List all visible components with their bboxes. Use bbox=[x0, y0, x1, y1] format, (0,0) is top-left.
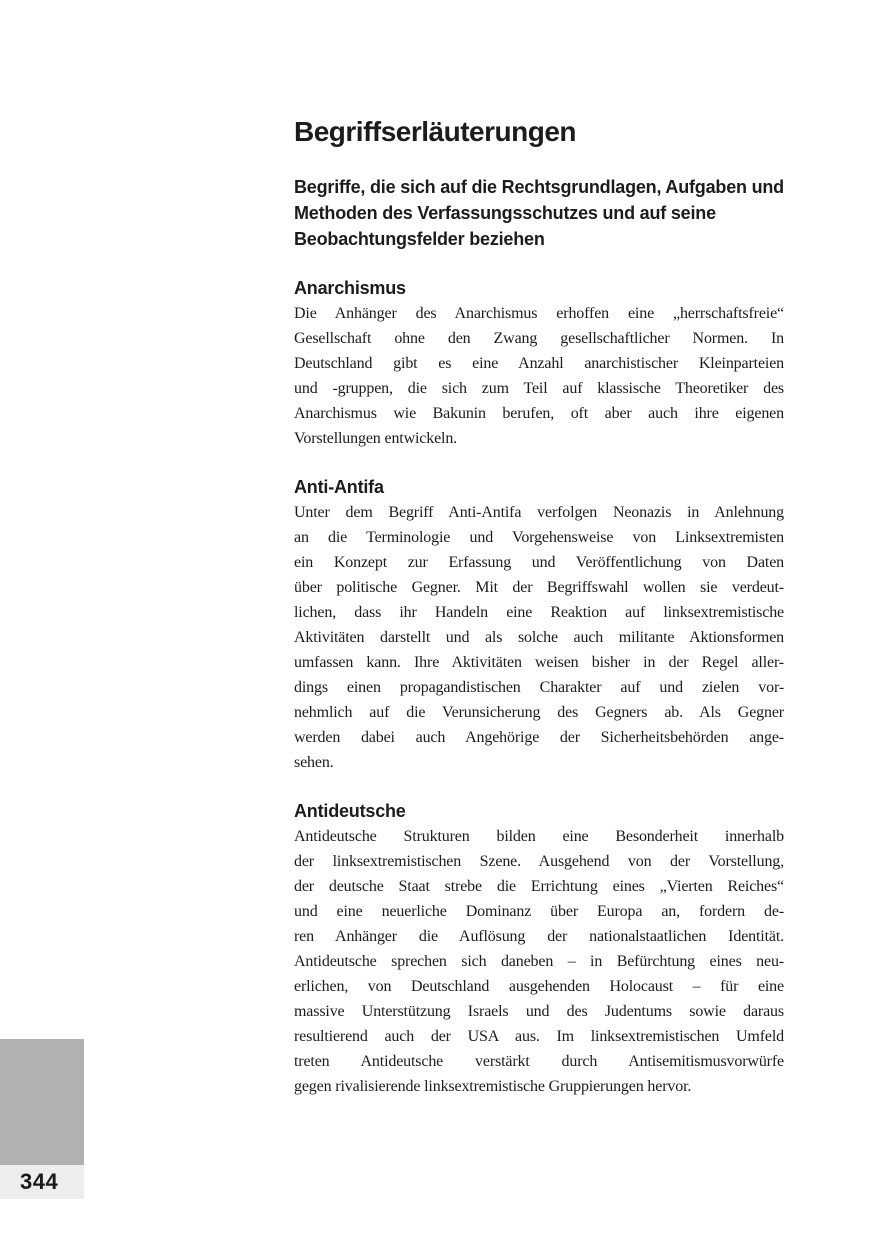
body-text-line: an die Terminologie und Vorgehensweise von Linksextremisten bbox=[294, 529, 784, 546]
intro-line: Beobachtungsfelder beziehen bbox=[294, 229, 545, 249]
page-title: Begriffserläuterungen bbox=[294, 116, 576, 147]
body-text-line: gegen rivalisierende linksextremistische Gruppierungen hervor. bbox=[294, 1078, 692, 1095]
body-text-line: Antideutsche Strukturen bilden eine Besonderheit innerhalb bbox=[294, 828, 784, 845]
body-text-line: Gesellschaft ohne den Zwang gesellschaftlicher Normen. In bbox=[294, 330, 784, 347]
intro-line: Methoden des Verfassungsschutzes und auf seine bbox=[294, 203, 716, 223]
body-text-line: ein Konzept zur Erfassung und Veröffentlichung von Daten bbox=[294, 554, 784, 571]
text-column bbox=[294, 116, 784, 1099]
glossary-section bbox=[294, 276, 784, 451]
body-text-line: nehmlich auf die Verunsicherung des Gegners ab. Als Gegner bbox=[294, 704, 784, 721]
body-text-line: ren Anhänger die Auflösung der nationalstaatlichen Identität. bbox=[294, 928, 784, 945]
body-text-line: sehen. bbox=[294, 754, 334, 771]
section-heading: Anarchismus bbox=[294, 278, 406, 298]
body-text-line: umfassen kann. Ihre Aktivitäten weisen bisher in der Regel aller- bbox=[294, 654, 784, 671]
body-text-line: und eine neuerliche Dominanz über Europa an, fordern de- bbox=[294, 903, 784, 920]
body-text-line: über politische Gegner. Mit der Begriffswahl wollen sie verdeut- bbox=[294, 579, 784, 596]
intro-paragraph bbox=[294, 174, 784, 252]
body-text-line: Deutschland gibt es eine Anzahl anarchistischer Kleinparteien bbox=[294, 355, 784, 372]
page-number-strip bbox=[0, 1165, 84, 1199]
body-text-line: massive Unterstützung Israels und des Judentums sowie daraus bbox=[294, 1003, 784, 1020]
body-text-line: resultierend auch der USA aus. Im linksextremistischen Umfeld bbox=[294, 1028, 784, 1045]
body-text-line: lichen, dass ihr Handeln eine Reaktion auf linksextremistische bbox=[294, 604, 784, 621]
body-text-line: dings einen propagandistischen Charakter auf und zielen vor- bbox=[294, 679, 784, 696]
body-text-line: Aktivitäten darstellt und als solche auch militante Aktionsformen bbox=[294, 629, 784, 646]
body-text-line: der linksextremistischen Szene. Ausgehend von der Vorstellung, bbox=[294, 853, 784, 870]
page-number: 344 bbox=[20, 1169, 59, 1194]
body-text-line: Unter dem Begriff Anti-Antifa verfolgen Neonazis in Anlehnung bbox=[294, 504, 784, 521]
body-text-line: treten Antideutsche verstärkt durch Antisemitismusvorwürfe bbox=[294, 1053, 784, 1070]
margin-gray-block bbox=[0, 1039, 84, 1165]
body-text-line: erlichen, von Deutschland ausgehenden Holocaust – für eine bbox=[294, 978, 784, 995]
glossary-section bbox=[294, 475, 784, 775]
body-text-line: Vorstellungen entwickeln. bbox=[294, 430, 458, 447]
body-text-line: der deutsche Staat strebe die Errichtung eines „Vierten Reiches“ bbox=[294, 878, 784, 895]
sections bbox=[294, 276, 784, 1099]
body-text-line: Die Anhänger des Anarchismus erhoffen eine „herrschaftsfreie“ bbox=[294, 305, 784, 322]
body-text-line: Anarchismus wie Bakunin berufen, oft aber auch ihre eigenen bbox=[294, 405, 784, 422]
section-heading: Anti-Antifa bbox=[294, 477, 384, 497]
intro-line: Begriffe, die sich auf die Rechtsgrundlagen, Aufgaben und bbox=[294, 177, 784, 197]
body-text-line: werden dabei auch Angehörige der Sicherheitsbehörden ange- bbox=[294, 729, 784, 746]
glossary-section bbox=[294, 799, 784, 1099]
section-heading: Antideutsche bbox=[294, 801, 406, 821]
body-text-line: und -gruppen, die sich zum Teil auf klassische Theoretiker des bbox=[294, 380, 784, 397]
body-text-line: Antideutsche sprechen sich daneben – in Befürchtung eines neu- bbox=[294, 953, 784, 970]
